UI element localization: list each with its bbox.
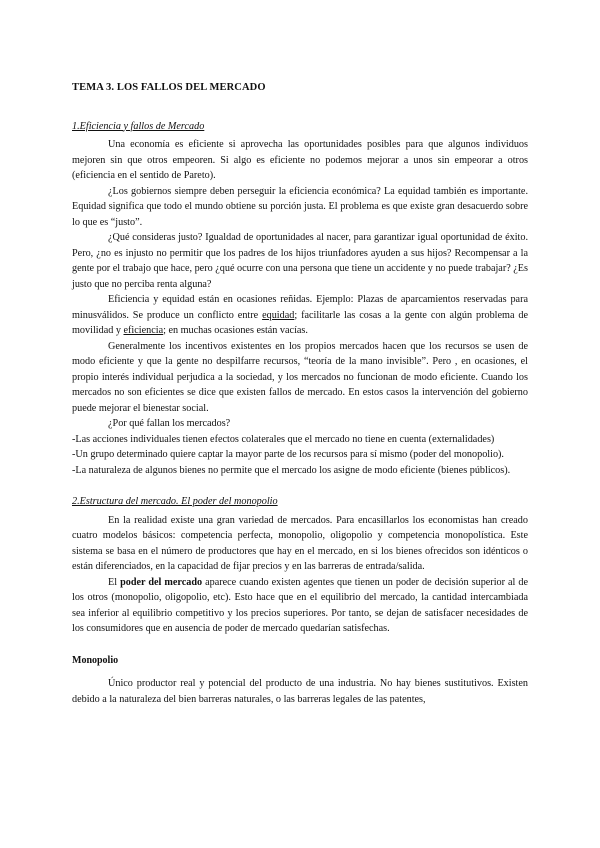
paragraph (72, 292, 528, 339)
section-heading-efficiency: 1.Eficiencia y fallos de Mercado (72, 120, 205, 132)
document-title: TEMA 3. LOS FALLOS DEL MERCADO (72, 82, 266, 93)
paragraph: Único productor real y potencial del producto de una industria. No hay bienes sustitutivos. Existen debido a la naturaleza del bien barreras naturales, o las barreras legales de las patentes, (72, 678, 528, 705)
underlined-term-equidad: equidad (262, 309, 295, 321)
paragraph: ¿Por qué fallan los mercados? (108, 418, 231, 429)
list-item: -Un grupo determinado quiere captar la mayor parte de los recursos para sí mismo (poder del monopolio). (72, 449, 504, 460)
text-run: ; facilitarle las cosas a la gente con algún problema de movilidad y (72, 309, 528, 336)
paragraph: ¿Los gobiernos siempre deben perseguir la eficiencia económica? La equidad también es importante. Equidad significa que todo el mundo obtiene su porción justa. El problema es que existe gran desacuerdo sobre lo que es “justo”. (72, 185, 528, 228)
text-run: El (108, 576, 121, 588)
underlined-term-eficiencia: eficiencia (123, 325, 164, 336)
paragraph (72, 575, 528, 637)
paragraph: Generalmente los incentivos existentes en los propios mercados hacen que los recursos se usen de modo eficiente y que la gente no despilfarre recursos, “teoría de la mano invisible”. Pero , en ocasiones, el propio interés individual perjudica a la sociedad, y los mercados no funcionan de modo eficiente. Cuando los mercados no son eficientes se dice que existen fallos de mercado. En estos casos la intervención del gobierno puede mejorar el bienestar social. (72, 340, 528, 414)
document-page (72, 80, 528, 707)
list-item: -La naturaleza de algunos bienes no permite que el mercado los asigne de modo eficiente (bienes públicos). (72, 464, 511, 476)
paragraph: Una economía es eficiente si aprovecha las oportunidades posibles para que algunos individuos mejoren sin que otros empeoren. Si algo es eficiente no podemos mejorar a unos sin empeorar a otros (eficiencia en el sentido de Pareto). (72, 139, 528, 181)
subheading-monopolio: Monopolio (72, 654, 119, 666)
text-run: aparece cuando existen agentes que tienen un poder de decisión superior al de los otros (monopolio, oligopolio, etc). Esto hace que en el equilibrio del mercado, la cantidad intercambiada sea inferior al equilibrio competitivo y los precios superiores. Por tanto, se dejan de satisfacer necesidades de los consumidores que en ausencia de poder de mercado quedarían satisfechas. (72, 576, 528, 634)
section-heading-market-structure: 2.Estructura del mercado. El poder del monopolio (72, 496, 278, 507)
paragraph: En la realidad existe una gran variedad de mercados. Para encasillarlos los economistas han creado cuatro modelos básicos: competencia perfecta, monopolio, oligopolio y competencia monopolística. Este sistema se basa en el número de productores que hay en el mercado, en si los bienes ofrecidos son idénticos o están diferenciados, en la capacidad de fijar precios y en las barreras de entrada/salida. (72, 514, 528, 572)
text-run: Eficiencia y equidad están en ocasiones reñidas. Ejemplo: Plazas de aparcamientos reservadas para minusválidos. Se produce un conflicto entre (72, 294, 528, 321)
text-run: ; en muchas ocasiones están vacías. (163, 325, 308, 336)
list-item: -Las acciones individuales tienen efectos colaterales que el mercado no tiene en cuenta (externalidades) (72, 433, 495, 445)
paragraph: ¿Qué consideras justo? Igualdad de oportunidades al nacer, para garantizar igual oportunidad de éxito. Pero, ¿no es injusto no permitir que los padres de los hijos triunfadores ayuden a sus hijos? Recompensar a la gente por el trabajo que hace, pero ¿qué ocurre con una persona que tiene un accidente y no puede trabajar? ¿Es justo que no perciba renta alguna? (72, 232, 528, 290)
bold-term: poder del mercado (120, 576, 203, 588)
